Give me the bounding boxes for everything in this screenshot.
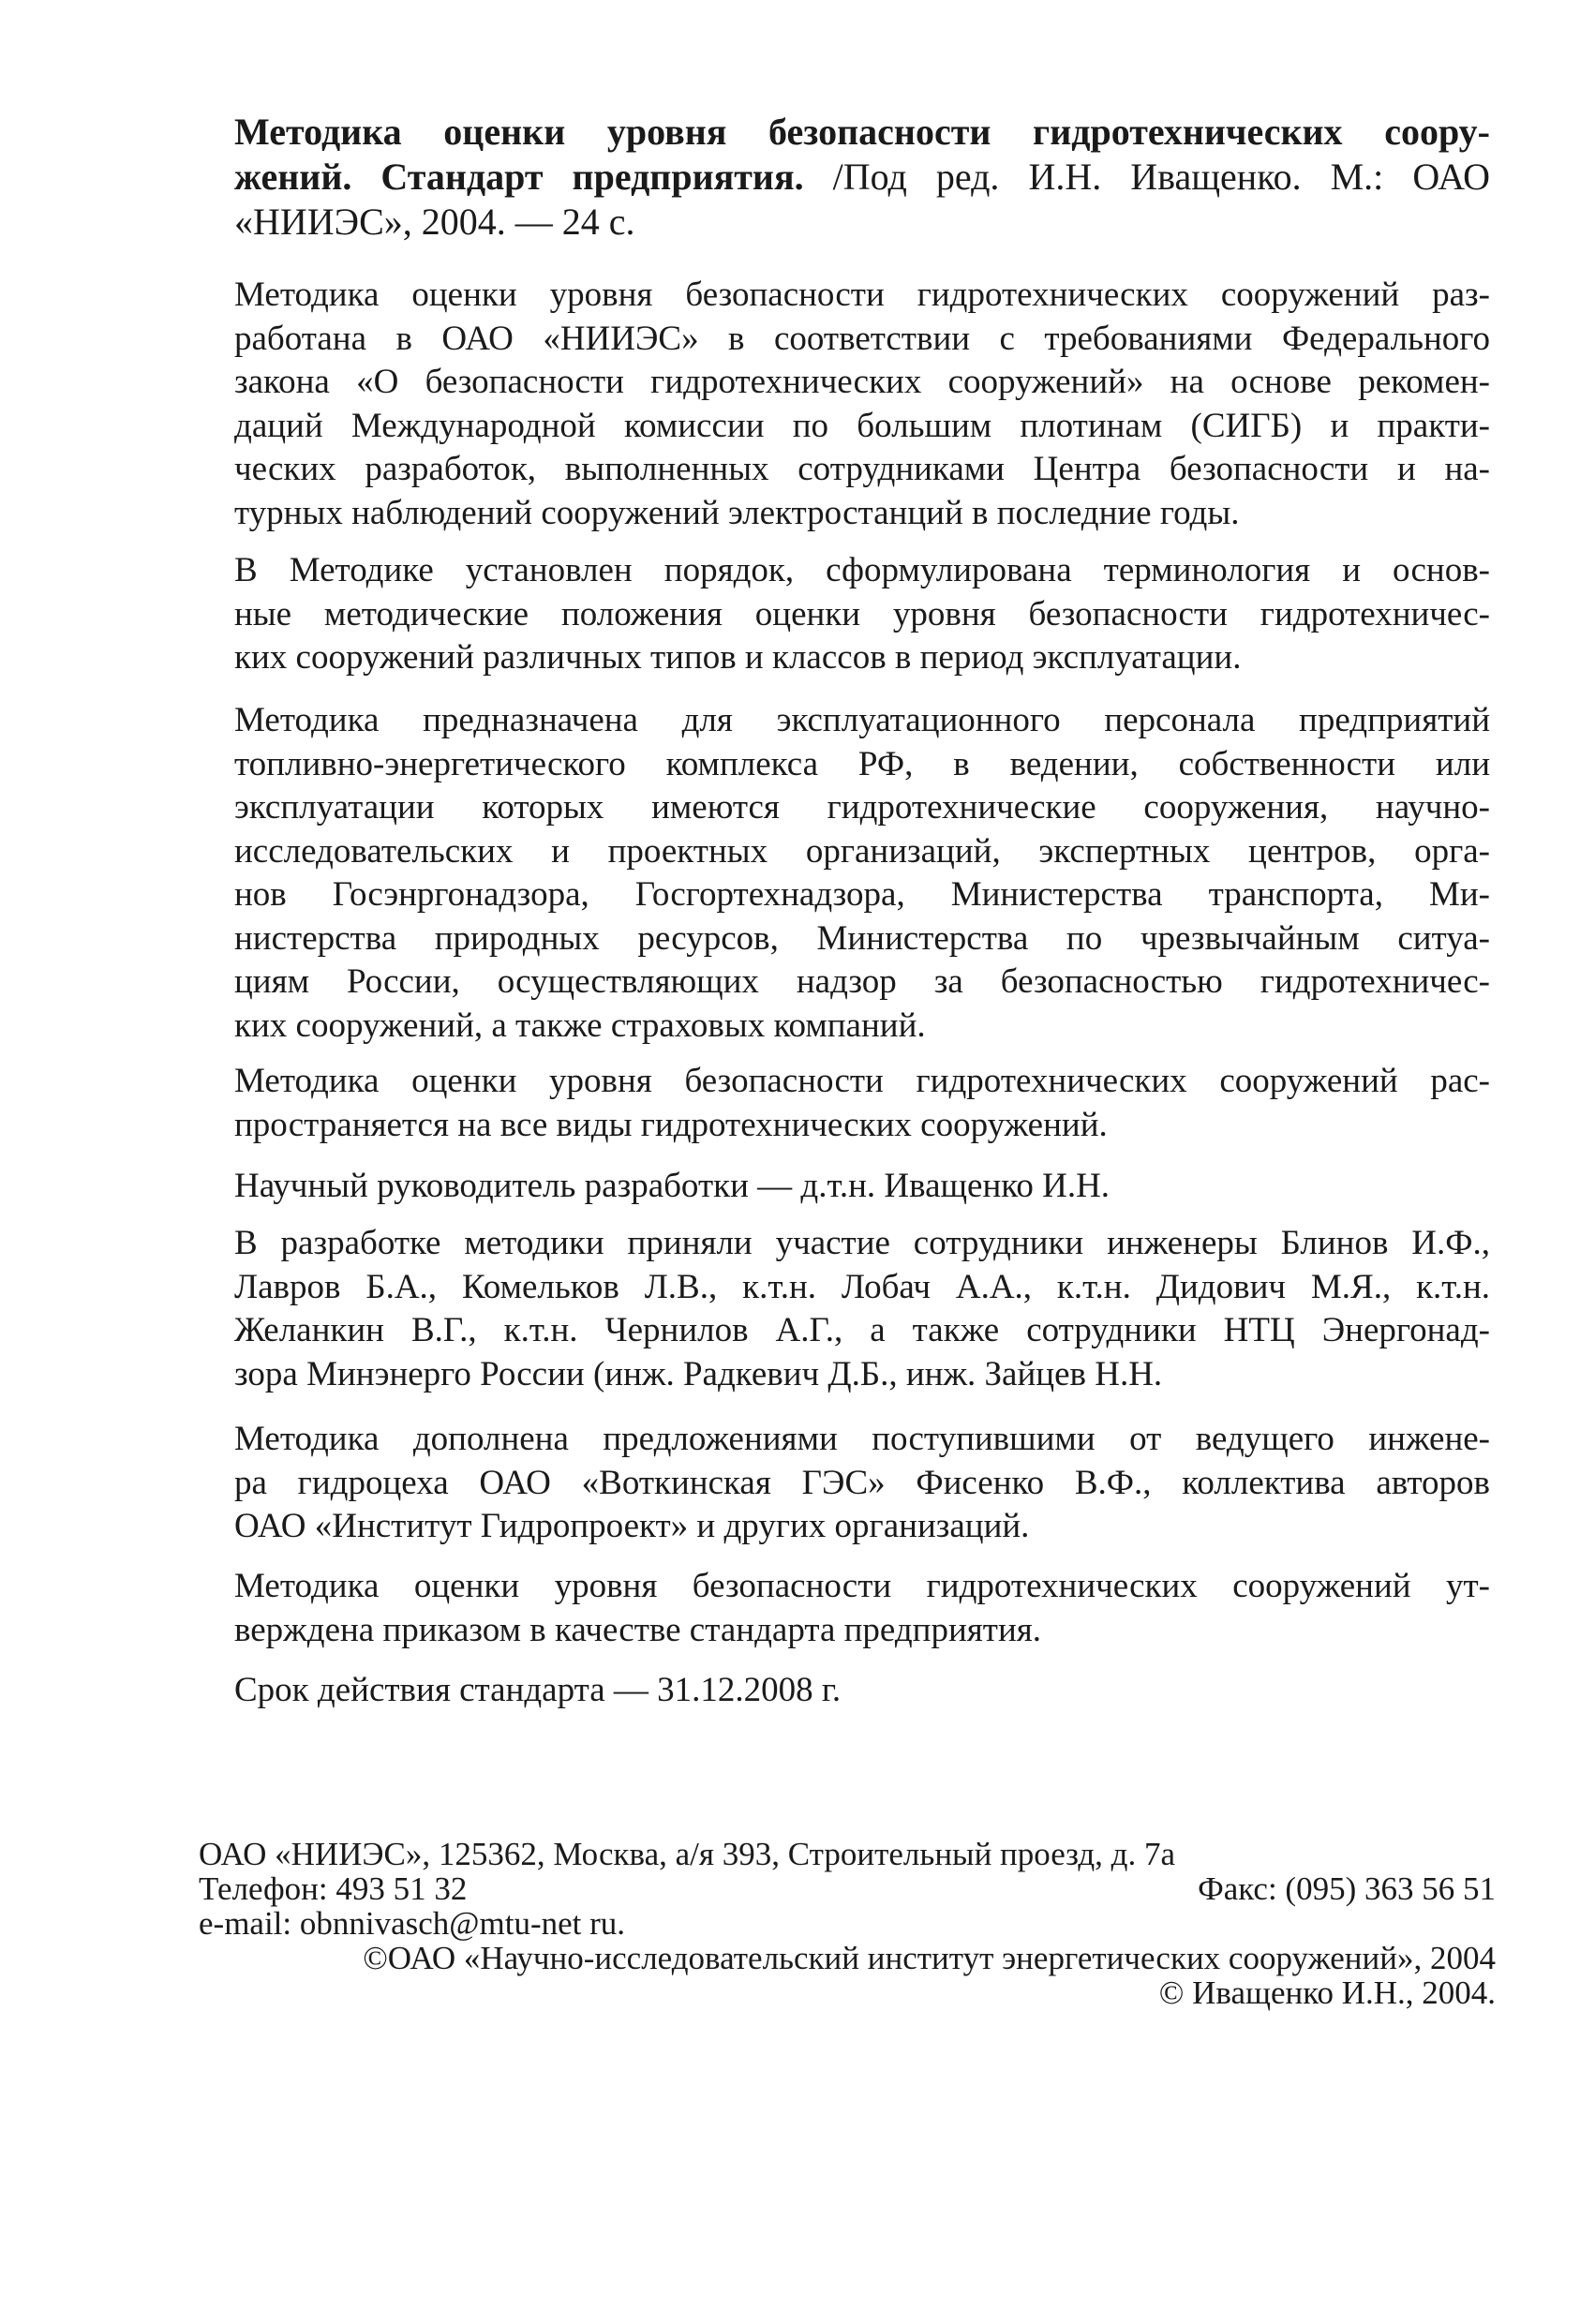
text-line: Желанкин В.Г., к.т.н. Чернилов А.Г., а также сотрудники НТЦ Энергонад-: [234, 1311, 1490, 1349]
text-line: ные методические положения оценки уровня безопасности гидротехничес-: [234, 594, 1490, 633]
text-line: турных наблюдений сооружений электростанций в последние годы.: [234, 493, 1240, 532]
text-line: Научный руководитель разработки — д.т.н. Иващенко И.Н.: [234, 1167, 1111, 1205]
text-line: Методика предназначена для эксплуатационного персонала предприятий: [234, 701, 1490, 739]
text-line: исследовательских и проектных организаций, экспертных центров, орга-: [234, 831, 1490, 871]
email-address: e-mail: obnnivasch@mtu-net ru.: [199, 1905, 626, 1942]
text-line: работана в ОАО «НИИЭС» в соответствии с требованиями Федерального: [234, 319, 1490, 358]
biblio-line: Методика оценки уровня безопасности гидротехнических соору-: [234, 111, 1490, 153]
paragraph-scope: [234, 549, 1490, 680]
text-line: ческих разработок, выполненных сотрудниками Центра безопасности и на-: [234, 450, 1490, 488]
text-line: верждена приказом в качестве стандарта предприятия.: [234, 1610, 1042, 1649]
copyright-institute: ©ОАО «Научно-исследовательский институт энергетических сооружений», 2004: [363, 1940, 1496, 1976]
text-line: В разработке методики приняли участие сотрудники инженеры Блинов И.Ф.,: [234, 1224, 1490, 1262]
text-line: Методика оценки уровня безопасности гидротехнических сооружений ут-: [234, 1567, 1490, 1605]
copyright-author: © Иващенко И.Н., 2004.: [1158, 1974, 1496, 2011]
paragraph-audience: [234, 699, 1490, 1048]
phone-number: Телефон: 493 51 32: [199, 1870, 468, 1907]
paragraph-approval: [234, 1565, 1490, 1652]
text-line: В Методике установлен порядок, сформулирована терминология и основ-: [234, 551, 1490, 589]
biblio-line: жений. Стандарт предприятия. /Под ред. И.Н. Иващенко. М.: ОАО: [234, 156, 1490, 198]
paragraph-development: [234, 274, 1490, 535]
paragraph-contributors: [234, 1222, 1490, 1396]
text-line: даций Международной комиссии по большим плотинам (СИГБ) и практи-: [234, 406, 1490, 445]
text-line: эксплуатации которых имеются гидротехнические сооружения, научно-: [234, 788, 1490, 827]
text-line: закона «О безопасности гидротехнических сооружений» на основе рекомен-: [234, 363, 1490, 401]
paragraph-supplemented: [234, 1418, 1490, 1549]
text-line: ОАО «Институт Гидропроект» и других организаций.: [234, 1507, 1030, 1545]
fax-number: Факс: (095) 363 56 51: [1198, 1870, 1496, 1907]
text-line: Методика оценки уровня безопасности гидротехнических сооружений рас-: [234, 1062, 1490, 1100]
text-line: Методика оценки уровня безопасности гидротехнических сооружений раз-: [234, 276, 1490, 314]
text-line: нов Госэнргонадзора, Госгортехнадзора, Министерства транспорта, Ми-: [234, 875, 1490, 914]
text-line: зора Минэнерго России (инж. Радкевич Д.Б., инж. Зайцев Н.Н.: [234, 1354, 1163, 1393]
paragraph-applicability: [234, 1060, 1490, 1147]
contact-row: [199, 1871, 1496, 1906]
text-line: Срок действия стандарта — 31.12.2008 г.: [234, 1671, 842, 1709]
bibliographic-entry: [234, 110, 1490, 245]
text-line: ких сооружений, а также страховых компаний.: [234, 1006, 926, 1045]
text-line: нистерства природных ресурсов, Министерства по чрезвычайным ситуа-: [234, 918, 1490, 958]
paragraph-supervisor: [234, 1165, 1490, 1209]
biblio-line: «НИИЭС», 2004. — 24 с.: [234, 201, 635, 243]
text-line: топливно-энергетического комплекса РФ, в ведении, собственности или: [234, 744, 1490, 783]
paragraph-validity: [234, 1669, 1490, 1713]
text-line: Лавров Б.А., Комельков Л.В., к.т.н. Лобач А.А., к.т.н. Дидович М.Я., к.т.н.: [234, 1267, 1490, 1306]
text-line: ра гидроцеха ОАО «Воткинская ГЭС» Фисенко В.Ф., коллектива авторов: [234, 1463, 1490, 1502]
publisher-footer: [199, 1837, 1496, 2010]
text-line: ких сооружений различных типов и классов в период эксплуатации.: [234, 638, 1242, 677]
text-line: циям России, осуществляющих надзор за безопасностью гидротехничес-: [234, 962, 1490, 1001]
text-line: пространяется на все виды гидротехнических сооружений.: [234, 1105, 1108, 1144]
publisher-address: ОАО «НИИЭС», 125362, Москва, а/я 393, Строительный проезд, д. 7а: [199, 1836, 1176, 1872]
text-line: Методика дополнена предложениями поступившими от ведущего инжене-: [234, 1420, 1490, 1458]
